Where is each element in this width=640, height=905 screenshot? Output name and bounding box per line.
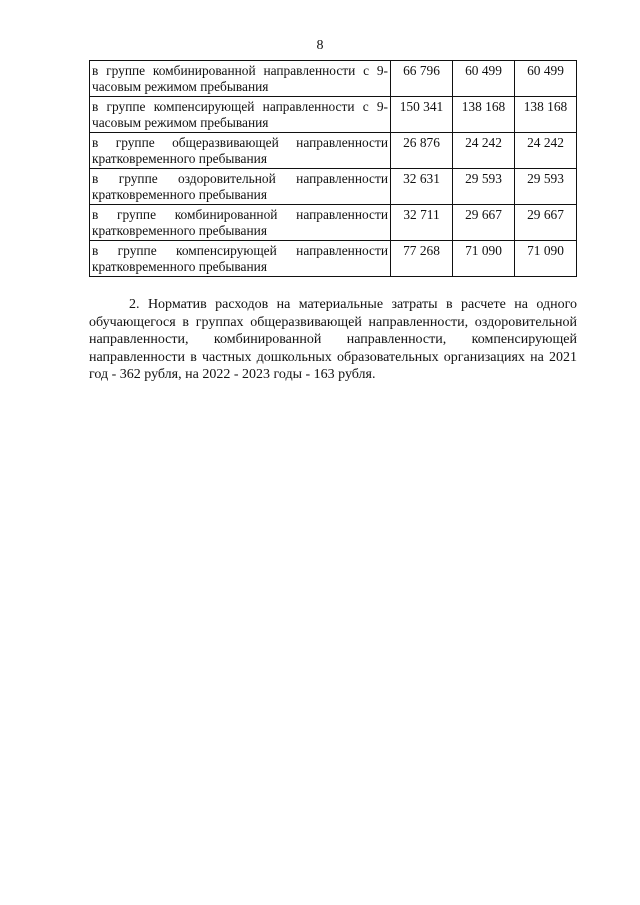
row-description: в группе компенсирующей направленности кратковременного пребывания [90,241,391,277]
value-2023: 24 242 [515,133,577,169]
value-2022: 138 168 [453,97,515,133]
value-2023: 29 593 [515,169,577,205]
table-row [90,169,577,205]
value-2022: 29 593 [453,169,515,205]
row-description: в группе комбинированной направленности кратковременного пребывания [90,205,391,241]
value-2022: 60 499 [453,61,515,97]
value-2021: 150 341 [391,97,453,133]
table-row [90,61,577,97]
value-2021: 32 631 [391,169,453,205]
value-2022: 24 242 [453,133,515,169]
value-2023: 29 667 [515,205,577,241]
value-2023: 60 499 [515,61,577,97]
table-row [90,241,577,277]
row-description: в группе общеразвивающей направленности кратковременного пребывания [90,133,391,169]
norms-table [89,60,577,277]
value-2021: 26 876 [391,133,453,169]
page-number: 8 [316,38,324,53]
norm-paragraph: 2. Норматив расходов на материальные затраты в расчете на одного обучающегося в группах общеразвивающей направленности, оздоровительной направленности, комбинированной направленности, компенсирующей направленности в частных дошкольных образовательных организациях на 2021 год - 362 рубля, на 2022 - 2023 годы - 163 рубля. [89,297,577,382]
value-2023: 138 168 [515,97,577,133]
row-description: в группе оздоровительной направленности кратковременного пребывания [90,169,391,205]
value-2021: 32 711 [391,205,453,241]
row-description: в группе комбинированной направленности с 9-часовым режимом пребывания [90,61,391,97]
table-row [90,97,577,133]
value-2023: 71 090 [515,241,577,277]
table-row [90,133,577,169]
row-description: в группе компенсирующей направленности с 9-часовым режимом пребывания [90,97,391,133]
value-2021: 66 796 [391,61,453,97]
value-2021: 77 268 [391,241,453,277]
table-row [90,205,577,241]
value-2022: 29 667 [453,205,515,241]
value-2022: 71 090 [453,241,515,277]
